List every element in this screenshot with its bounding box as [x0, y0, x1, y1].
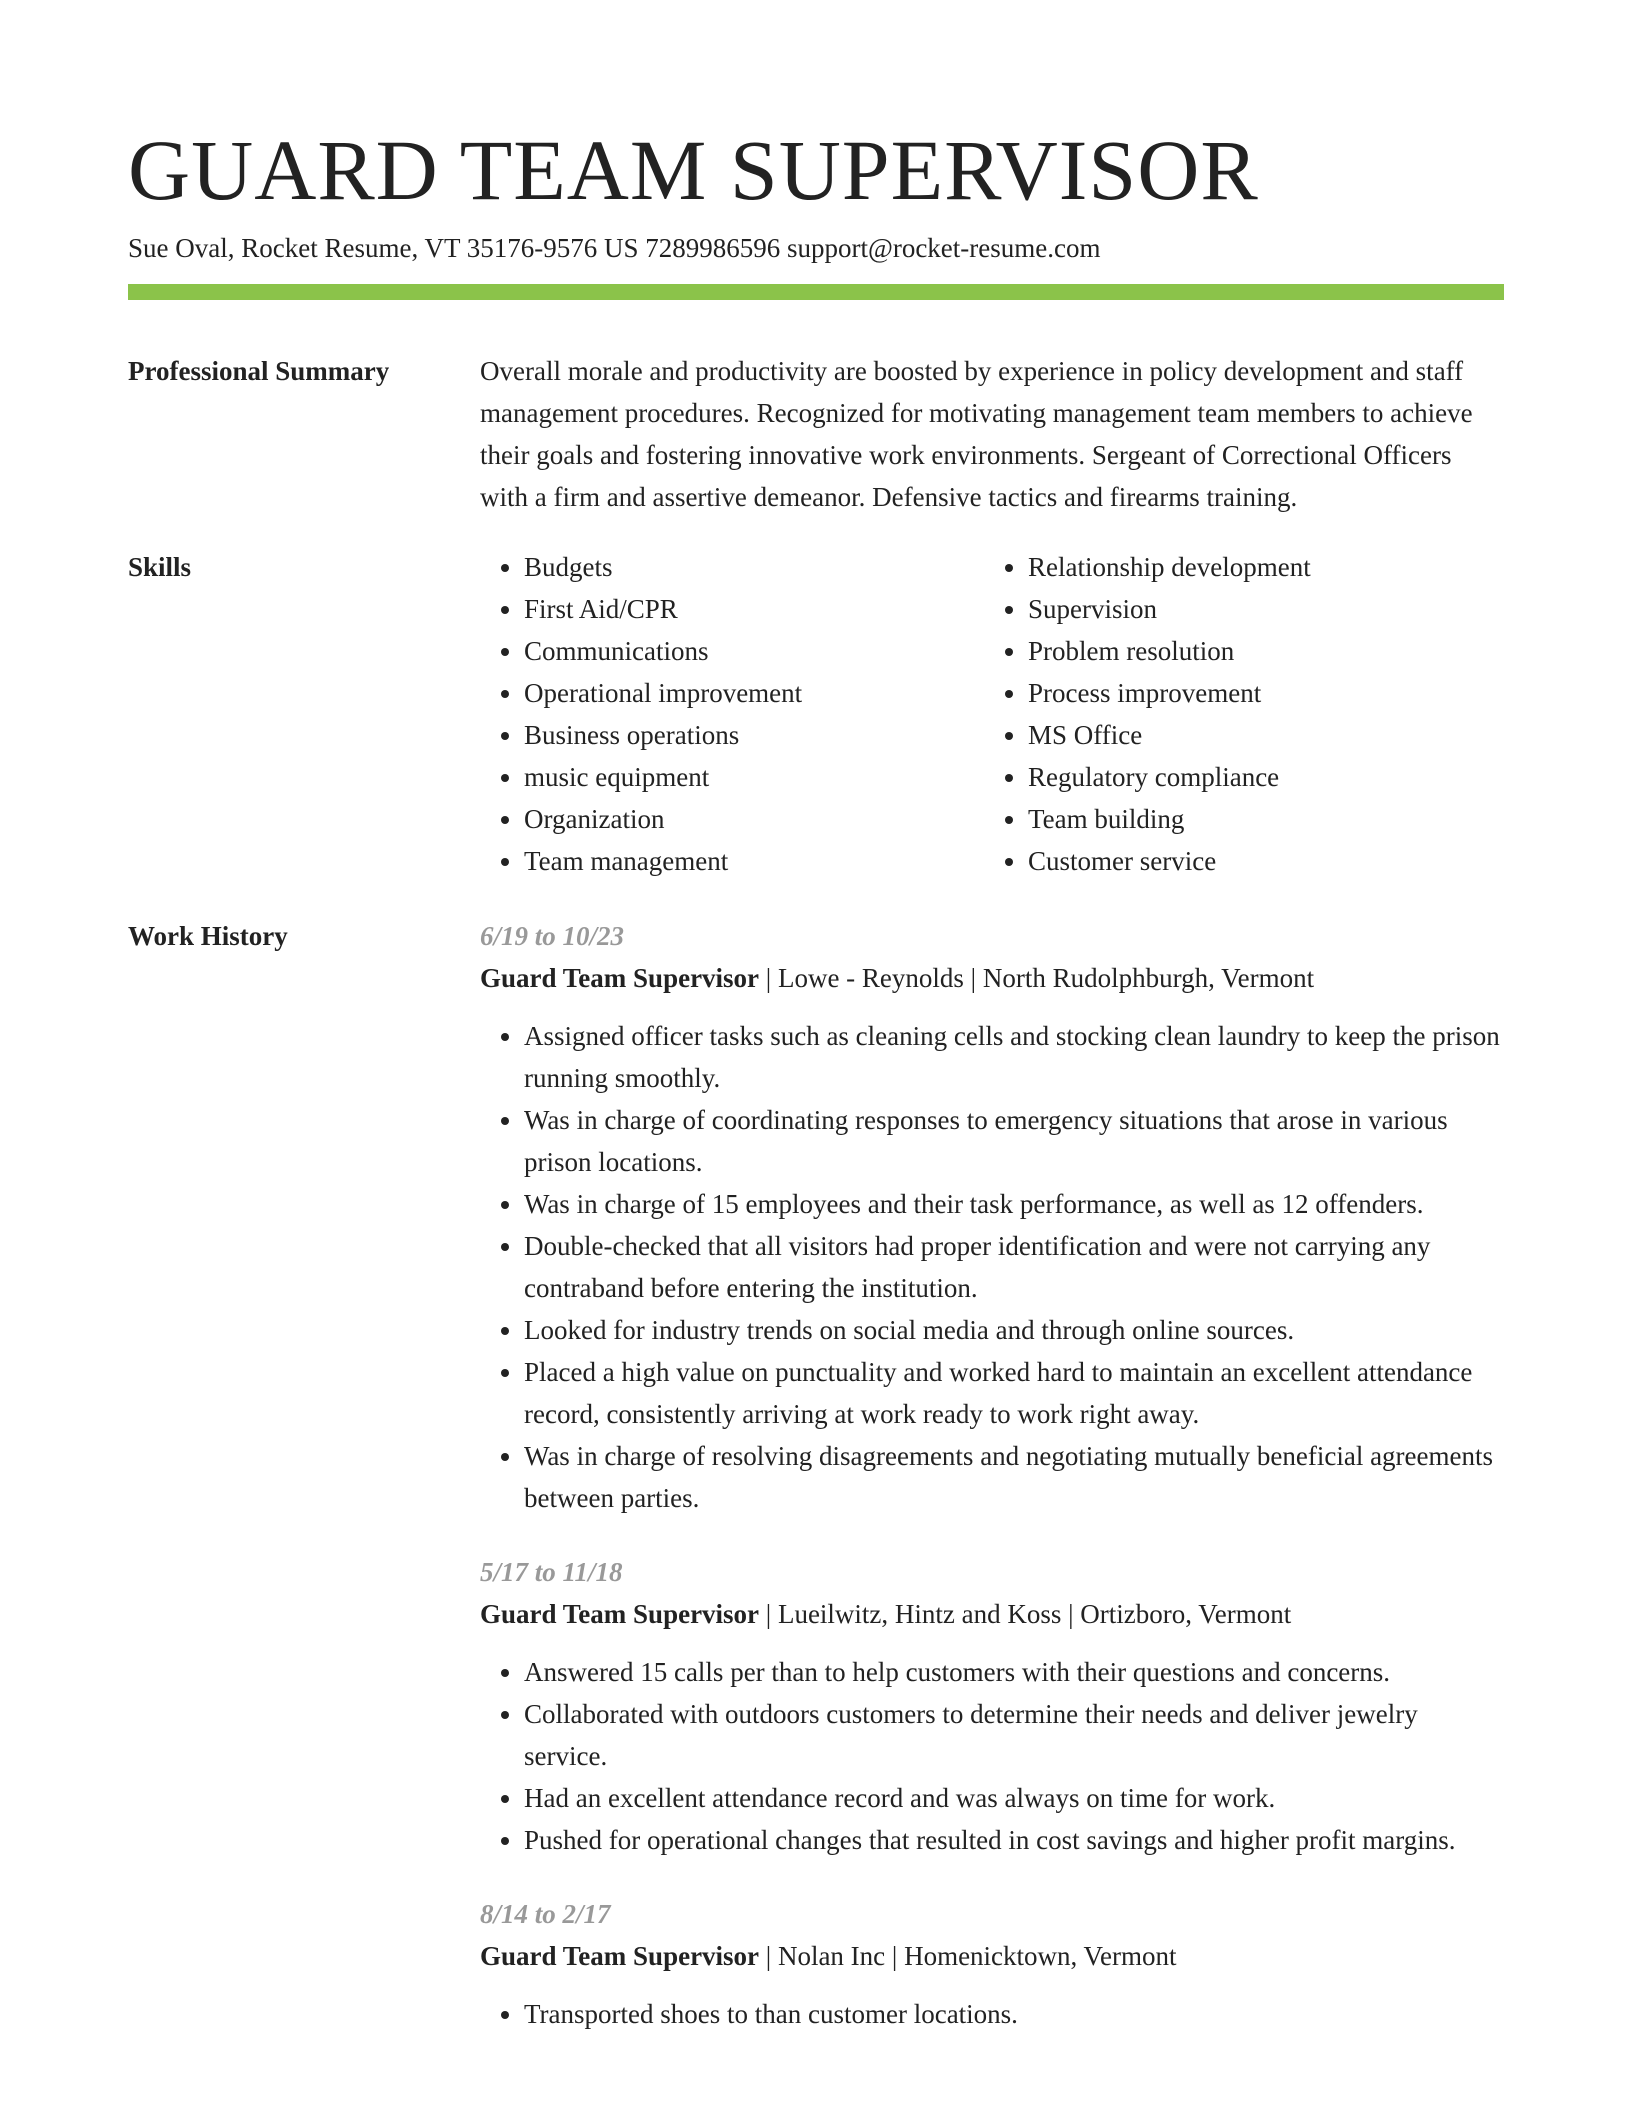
- section-label-skills: Skills: [128, 552, 192, 582]
- skill-item: • First Aid/CPR: [524, 588, 984, 630]
- job-heading: [480, 1593, 1504, 1635]
- job-entry: [480, 1893, 1504, 2035]
- job-bullet-list: [480, 1015, 1504, 1519]
- accent-divider: [128, 284, 1504, 300]
- job-bullet: • Was in charge of coordinating responses to emergency situations that arose in various prison locations.: [524, 1099, 1504, 1183]
- job-bullet: • Assigned officer tasks such as cleaning cells and stocking clean laundry to keep the prison running smoothly.: [524, 1015, 1504, 1099]
- job-employer-location: | Nolan Inc | Homenicktown, Vermont: [759, 1941, 1177, 1971]
- section-label-summary: Professional Summary: [128, 356, 390, 386]
- job-dates: 5/17 to 11/18: [480, 1557, 623, 1587]
- job-bullet: • Placed a high value on punctuality and worked hard to maintain an excellent attendance record, consistently arriving at work ready to work right away.: [524, 1351, 1504, 1435]
- skill-item: • Organization: [524, 798, 984, 840]
- job-title: Guard Team Supervisor: [480, 1941, 760, 1971]
- job-employer-location: | Lueilwitz, Hintz and Koss | Ortizboro, Vermont: [759, 1599, 1292, 1629]
- skill-item: • Business operations: [524, 714, 984, 756]
- summary-text: Overall morale and productivity are boosted by experience in policy development and staff management procedures. Recognized for motivating management team members to achieve their goals and fostering innovative work environments. Sergeant of Correctional Officers with a firm and assertive demeanor. Defensive tactics and firearms training.: [480, 356, 1473, 512]
- skill-item: • Operational improvement: [524, 672, 984, 714]
- summary-section: [128, 350, 1504, 518]
- job-title: Guard Team Supervisor: [480, 1599, 760, 1629]
- skills-list-right: [984, 546, 1488, 882]
- resume-page: [128, 120, 1504, 2067]
- skill-item: • Communications: [524, 630, 984, 672]
- skill-item: • Relationship development: [1028, 546, 1488, 588]
- work-history-section: [128, 915, 1504, 2067]
- skill-item: • Supervision: [1028, 588, 1488, 630]
- job-bullet-list: [480, 1993, 1504, 2035]
- job-bullet: • Was in charge of 15 employees and their task performance, as well as 12 offenders.: [524, 1183, 1504, 1225]
- skill-item: • Regulatory compliance: [1028, 756, 1488, 798]
- job-dates: 6/19 to 10/23: [480, 921, 625, 951]
- skill-item: • Process improvement: [1028, 672, 1488, 714]
- skills-columns: [480, 546, 1504, 882]
- resume-title: GUARD TEAM SUPERVISOR: [128, 122, 1259, 218]
- job-bullet: • Double-checked that all visitors had proper identification and were not carrying any contraband before entering the institution.: [524, 1225, 1504, 1309]
- skill-item: • Customer service: [1028, 840, 1488, 882]
- skill-item: • music equipment: [524, 756, 984, 798]
- job-entry: [480, 1551, 1504, 1861]
- job-employer-location: | Lowe - Reynolds | North Rudolphburgh, Vermont: [759, 963, 1315, 993]
- job-bullet: • Collaborated with outdoors customers to determine their needs and deliver jewelry service.: [524, 1693, 1504, 1777]
- section-label-work: Work History: [128, 921, 288, 951]
- job-title: Guard Team Supervisor: [480, 963, 760, 993]
- skill-item: • Budgets: [524, 546, 984, 588]
- job-heading: [480, 957, 1504, 999]
- job-bullet: • Had an excellent attendance record and was always on time for work.: [524, 1777, 1504, 1819]
- job-bullet: • Transported shoes to than customer locations.: [524, 1993, 1504, 2035]
- contact-line: Sue Oval, Rocket Resume, VT 35176-9576 US 7289986596 support@rocket-resume.com: [128, 233, 1101, 263]
- job-bullet: • Looked for industry trends on social media and through online sources.: [524, 1309, 1504, 1351]
- skill-item: • Problem resolution: [1028, 630, 1488, 672]
- job-bullet: • Pushed for operational changes that resulted in cost savings and higher profit margins.: [524, 1819, 1504, 1861]
- skill-item: • Team management: [524, 840, 984, 882]
- job-bullet: • Was in charge of resolving disagreements and negotiating mutually beneficial agreements between parties.: [524, 1435, 1504, 1519]
- skills-section: [128, 546, 1504, 882]
- job-bullet-list: [480, 1651, 1504, 1861]
- job-bullet: • Answered 15 calls per than to help customers with their questions and concerns.: [524, 1651, 1504, 1693]
- skills-list-left: [480, 546, 984, 882]
- job-entry: [480, 915, 1504, 1519]
- skill-item: • MS Office: [1028, 714, 1488, 756]
- skill-item: • Team building: [1028, 798, 1488, 840]
- job-heading: [480, 1935, 1504, 1977]
- job-dates: 8/14 to 2/17: [480, 1899, 611, 1929]
- work-history-list: [480, 915, 1504, 2067]
